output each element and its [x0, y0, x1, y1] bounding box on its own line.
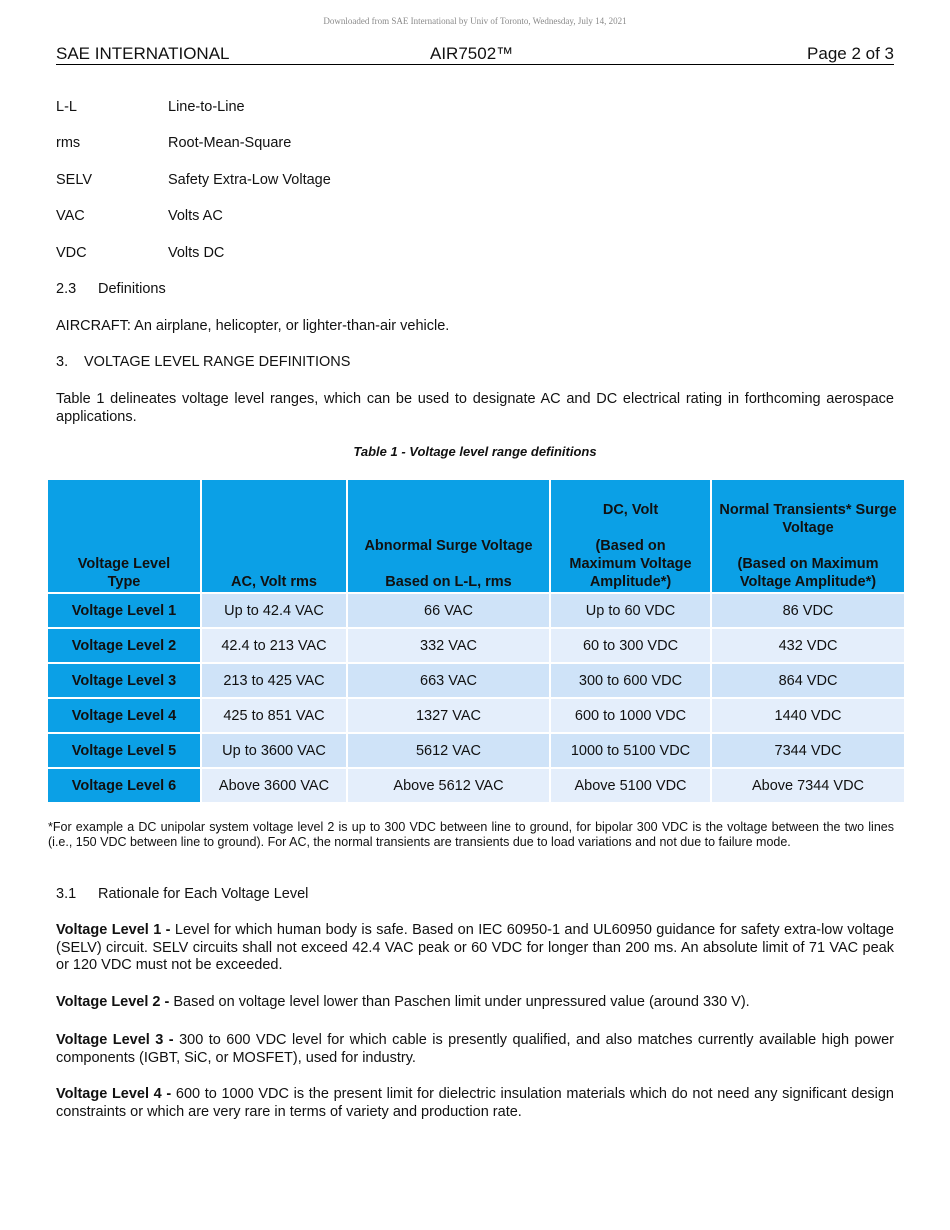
- rationale-label: Voltage Level 4 -: [56, 1086, 172, 1102]
- abbreviation-term: rms: [56, 135, 81, 151]
- rationale-paragraph: [56, 994, 894, 1012]
- column-header-voltage-level-type: Voltage Level Type: [47, 479, 201, 593]
- page-header: [56, 44, 894, 65]
- intro-paragraph: Table 1 delineates voltage level ranges, which can be used to designate AC and DC electrical rating in forthcoming aerospace applications.: [56, 391, 894, 425]
- rationale-label: Voltage Level 3 -: [56, 1032, 174, 1048]
- table-cell-level: Voltage Level 5: [47, 733, 201, 768]
- table-cell: 300 to 600 VDC: [550, 663, 711, 698]
- abbreviation-term: L-L: [56, 99, 77, 115]
- abbreviation-definition: Safety Extra-Low Voltage: [168, 172, 331, 188]
- section-title: Definitions: [98, 281, 166, 297]
- table-cell: 1000 to 5100 VDC: [550, 733, 711, 768]
- table-cell: 332 VAC: [347, 628, 550, 663]
- table-cell: Up to 3600 VAC: [201, 733, 347, 768]
- voltage-level-table: [46, 478, 906, 804]
- download-notice: Downloaded from SAE International by Univ of Toronto, Wednesday, July 14, 2021: [323, 16, 627, 26]
- column-header-ac: AC, Volt rms: [201, 479, 347, 593]
- table-cell: 663 VAC: [347, 663, 550, 698]
- rationale-text: 600 to 1000 VDC is the present limit for dielectric insulation materials which do not need any significant design constraints or which are very rare in terms of variety and production rate.: [56, 1086, 894, 1120]
- table-row: [47, 663, 905, 698]
- header-page-number: Page 2 of 3: [807, 44, 894, 63]
- abbreviation-definition: Volts DC: [168, 245, 225, 261]
- rationale-paragraph: [56, 922, 894, 975]
- table-cell: Above 5100 VDC: [550, 768, 711, 803]
- table-cell: 60 to 300 VDC: [550, 628, 711, 663]
- rationale-paragraph: [56, 1032, 894, 1067]
- section-number: 3.1: [56, 886, 77, 902]
- table-row: [47, 698, 905, 733]
- rationale-paragraph: [56, 1086, 894, 1121]
- rationale-text: Level for which human body is safe. Based on IEC 60950-1 and UL60950 guidance for safety extra-low voltage (SELV) circuit. SELV circuits shall not exceed 42.4 VAC peak or 60 VDC for longer than 200 ms. An absolute limit of 71 VAC peak or 120 VDC must not be exceeded.: [56, 922, 895, 973]
- table-cell: 432 VDC: [711, 628, 905, 663]
- table-cell: 86 VDC: [711, 593, 905, 628]
- abbreviation-definition: Volts AC: [168, 208, 223, 224]
- abbreviation-term: VAC: [56, 208, 85, 224]
- table-cell: 425 to 851 VAC: [201, 698, 347, 733]
- table-row: [47, 768, 905, 803]
- column-header-abnormal-surge: Abnormal Surge Voltage Based on L-L, rms: [347, 479, 550, 593]
- table-row: [47, 593, 905, 628]
- section-heading-3-1: [56, 886, 894, 904]
- column-header-normal-transients: Normal Transients* Surge Voltage (Based on Maximum Voltage Amplitude*): [711, 479, 905, 593]
- table-cell: 864 VDC: [711, 663, 905, 698]
- table-cell: 213 to 425 VAC: [201, 663, 347, 698]
- abbreviation-term: SELV: [56, 172, 93, 188]
- section-heading-2-3: [56, 281, 894, 299]
- abbreviation-definition: Line-to-Line: [168, 99, 245, 115]
- table-cell: 1440 VDC: [711, 698, 905, 733]
- table-footnote: *For example a DC unipolar system voltage level 2 is up to 300 VDC between line to ground, for bipolar 300 VDC is the voltage between the two lines (i.e., 150 VDC between line to ground). For AC, the normal transients are transients due to load variations and not due to failure mode.: [48, 820, 894, 849]
- table-cell: Up to 60 VDC: [550, 593, 711, 628]
- table-cell: 7344 VDC: [711, 733, 905, 768]
- header-doc-id: AIR7502™: [430, 44, 514, 63]
- table-cell: 66 VAC: [347, 593, 550, 628]
- table-row: [47, 628, 905, 663]
- section-number: 3.: [56, 354, 69, 370]
- abbreviation-term: VDC: [56, 245, 87, 261]
- section-title: VOLTAGE LEVEL RANGE DEFINITIONS: [84, 354, 351, 370]
- section-title: Rationale for Each Voltage Level: [98, 886, 309, 902]
- rationale-label: Voltage Level 1 -: [56, 922, 171, 938]
- table-cell-level: Voltage Level 4: [47, 698, 201, 733]
- table-cell: Up to 42.4 VAC: [201, 593, 347, 628]
- table-cell: Above 3600 VAC: [201, 768, 347, 803]
- table-caption: Table 1 - Voltage level range definitions: [353, 444, 597, 459]
- table-cell-level: Voltage Level 3: [47, 663, 201, 698]
- rationale-text: Based on voltage level lower than Paschen limit under unpressured value (around 330 V).: [169, 994, 750, 1010]
- table-header-row: [47, 479, 905, 593]
- header-org: SAE INTERNATIONAL: [56, 44, 230, 63]
- table-cell-level: Voltage Level 1: [47, 593, 201, 628]
- table-row: [47, 733, 905, 768]
- table-cell: 42.4 to 213 VAC: [201, 628, 347, 663]
- aircraft-definition: AIRCRAFT: An airplane, helicopter, or lighter-than-air vehicle.: [56, 318, 450, 334]
- section-number: 2.3: [56, 281, 77, 297]
- table-cell: Above 7344 VDC: [711, 768, 905, 803]
- table-cell-level: Voltage Level 6: [47, 768, 201, 803]
- table-cell: 600 to 1000 VDC: [550, 698, 711, 733]
- column-header-dc: DC, Volt (Based on Maximum Voltage Amplitude*): [550, 479, 711, 593]
- table-cell: 5612 VAC: [347, 733, 550, 768]
- table-cell-level: Voltage Level 2: [47, 628, 201, 663]
- table-cell: 1327 VAC: [347, 698, 550, 733]
- abbreviation-definition: Root-Mean-Square: [168, 135, 292, 151]
- table-cell: Above 5612 VAC: [347, 768, 550, 803]
- section-heading-3: [56, 354, 894, 372]
- rationale-label: Voltage Level 2 -: [56, 994, 170, 1010]
- rationale-text: 300 to 600 VDC level for which cable is presently qualified, and also matches currently available high power components (IGBT, SiC, or MOSFET), used for industry.: [56, 1032, 894, 1066]
